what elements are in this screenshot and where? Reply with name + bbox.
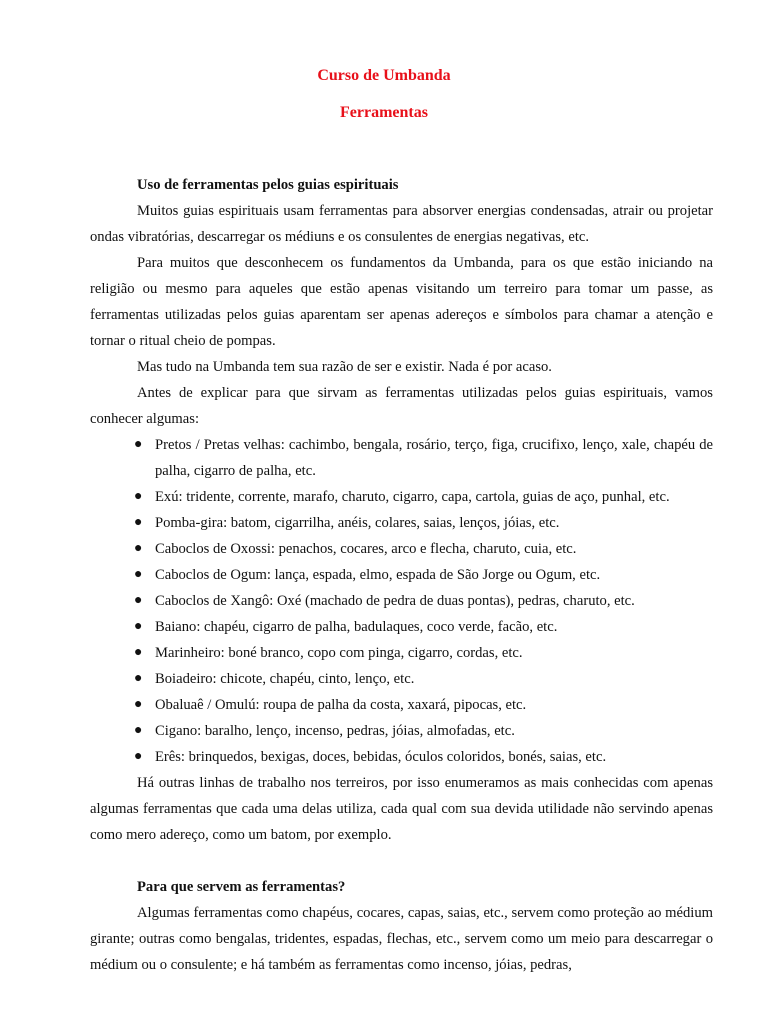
list-item: ● Marinheiro: boné branco, copo com pinga, cigarro, cordas, etc. — [155, 640, 713, 666]
document-subtitle: Ferramentas — [340, 104, 428, 121]
list-item: ● Caboclos de Oxossi: penachos, cocares, arco e flecha, charuto, cuia, etc. — [155, 536, 713, 562]
list-item: ● Caboclos de Xangô: Oxé (machado de pedra de duas pontas), pedras, charuto, etc. — [155, 588, 713, 614]
section-heading-para-que: Para que servem as ferramentas? — [137, 879, 346, 895]
bullet-icon: ● — [134, 437, 143, 452]
list-item: ● Baiano: chapéu, cigarro de palha, badulaques, coco verde, facão, etc. — [155, 614, 713, 640]
document-body — [90, 172, 713, 978]
paragraph: Há outras linhas de trabalho nos terreiros, por isso enumeramos as mais conhecidas com apenas algumas ferramentas que cada uma delas utiliza, cada qual com sua devida utilidade não servindo apenas como mero adereço, como um batom, por exemplo. — [90, 775, 713, 843]
bullet-icon: ● — [134, 697, 143, 712]
bullet-icon: ● — [134, 593, 143, 608]
list-item: ● Pomba-gira: batom, cigarrilha, anéis, colares, saias, lenços, jóias, etc. — [155, 510, 713, 536]
paragraph: Muitos guias espirituais usam ferramentas para absorver energias condensadas, atrair ou projetar ondas vibratórias, descarregar os médiuns e os consulentes de energias negativas, etc. — [90, 203, 713, 245]
document-title: Curso de Umbanda — [317, 67, 451, 84]
bullet-icon: ● — [134, 619, 143, 634]
bullet-icon: ● — [134, 489, 143, 504]
bullet-icon: ● — [134, 749, 143, 764]
list-item: ● Cigano: baralho, lenço, incenso, pedras, jóias, almofadas, etc. — [155, 718, 713, 744]
list-item: ● Obaluaê / Omulú: roupa de palha da costa, xaxará, pipocas, etc. — [155, 692, 713, 718]
paragraph: Mas tudo na Umbanda tem sua razão de ser e existir. Nada é por acaso. — [137, 359, 552, 375]
section-heading-uso: Uso de ferramentas pelos guias espirituais — [137, 177, 399, 193]
list-item: ● Caboclos de Ogum: lança, espada, elmo, espada de São Jorge ou Ogum, etc. — [155, 562, 713, 588]
list-item: ● Exú: tridente, corrente, marafo, charuto, cigarro, capa, cartola, guias de aço, punhal, etc. — [155, 484, 713, 510]
bullet-icon: ● — [134, 515, 143, 530]
paragraph: Antes de explicar para que sirvam as ferramentas utilizadas pelos guias espirituais, vamos conhecer algumas: — [90, 385, 713, 427]
list-item: ● Erês: brinquedos, bexigas, doces, bebidas, óculos coloridos, bonés, saias, etc. — [155, 744, 713, 770]
bullet-icon: ● — [134, 723, 143, 738]
paragraph: Para muitos que desconhecem os fundamentos da Umbanda, para os que estão iniciando na religião ou mesmo para aqueles que estão apenas visitando um terreiro para tomar um passe, as ferramentas utilizadas pelos guias aparentam ser apenas adereços e símbolos para chamar a atenção e tornar o ritual cheio de pompas. — [90, 255, 713, 349]
paragraph: Algumas ferramentas como chapéus, cocares, capas, saias, etc., servem como proteção ao médium girante; outras como bengalas, tridentes, espadas, flechas, etc., servem como um meio para descarregar o médium ou o consulente; e há também as ferramentas como incenso, jóias, pedras, — [90, 905, 713, 973]
bullet-icon: ● — [134, 645, 143, 660]
tools-list — [90, 432, 713, 770]
bullet-icon: ● — [134, 541, 143, 556]
list-item: ● Pretos / Pretas velhas: cachimbo, bengala, rosário, terço, figa, crucifixo, lenço, xale, chapéu de palha, cigarro de palha, etc. — [155, 432, 713, 484]
bullet-icon: ● — [134, 567, 143, 582]
list-item: ● Boiadeiro: chicote, chapéu, cinto, lenço, etc. — [155, 666, 713, 692]
bullet-icon: ● — [134, 671, 143, 686]
